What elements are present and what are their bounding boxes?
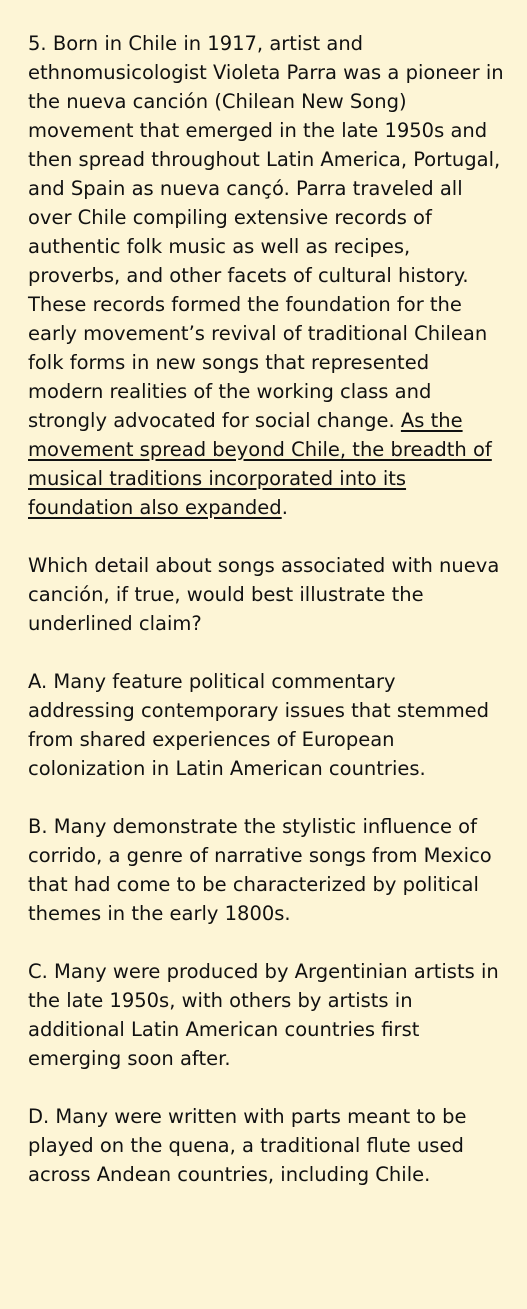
choice-a-letter: A.: [28, 670, 48, 693]
question-prompt: Which detail about songs associated with nueva canción, if true, would best illustrate the underlined claim?: [28, 554, 500, 635]
choice-b-text: Many demonstrate the stylistic influence of corrido, a genre of narrative songs from Mexico that had come to be characterized by political themes in the early 1800s.: [28, 815, 492, 925]
passage: [28, 29, 507, 522]
choice-b[interactable]: [28, 812, 507, 928]
question-number: 5.: [28, 32, 47, 55]
choice-c[interactable]: [28, 957, 507, 1073]
choice-c-letter: C.: [28, 960, 48, 983]
choice-c-text: Many were produced by Argentinian artists in the late 1950s, with others by artists in additional Latin American countries first emerging soon after.: [28, 960, 499, 1070]
passage-text: Born in Chile in 1917, artist and ethnomusicologist Violeta Parra was a pioneer in the nueva canción (Chilean New Song) movement that emerged in the late 1950s and then spread throughout Latin America, Portugal, and Spain as nueva cançó. Parra traveled all over Chile compiling extensive records of authentic folk music as well as recipes, proverbs, and other facets of cultural history. These records formed the foundation for the early movement’s revival of traditional Chilean folk forms in new songs that represented modern realities of the working class and strongly advocated for social change.: [28, 32, 504, 432]
underlined-claim: As the movement spread beyond Chile, the breadth of musical traditions incorporated into its foundation also expanded: [28, 409, 492, 519]
choice-b-letter: B.: [28, 815, 48, 838]
choice-d-text: Many were written with parts meant to be played on the quena, a traditional flute used across Andean countries, including Chile.: [28, 1105, 467, 1186]
choice-a-text: Many feature political commentary addressing contemporary issues that stemmed from shared experiences of European colonization in Latin American countries.: [28, 670, 490, 780]
passage-end: .: [281, 496, 288, 519]
choice-d[interactable]: [28, 1102, 507, 1189]
choice-d-letter: D.: [28, 1105, 50, 1128]
choice-a[interactable]: [28, 667, 507, 783]
